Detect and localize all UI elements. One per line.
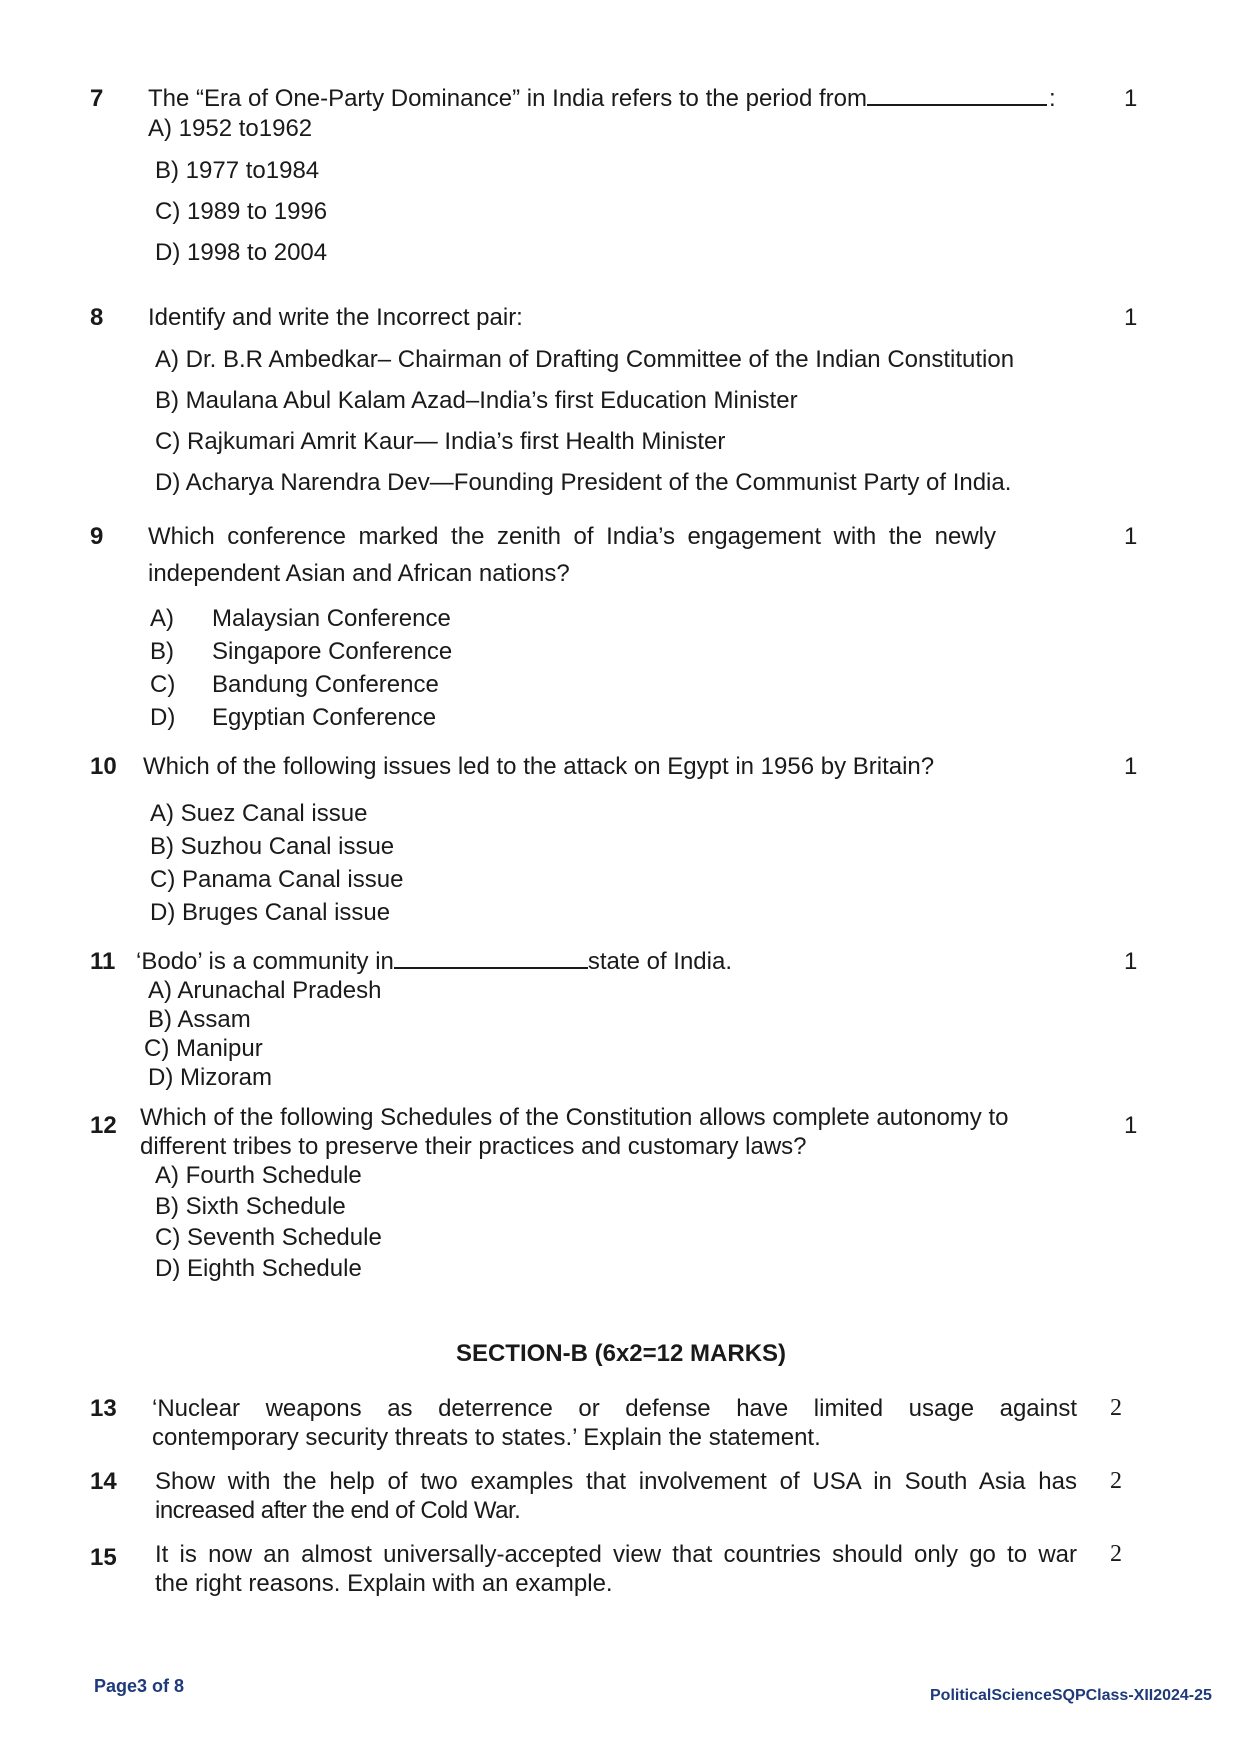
question-text: Identify and write the Incorrect pair: [148, 304, 523, 331]
option-c: C) 1989 to 1996 [155, 198, 328, 225]
option-d: D) Egyptian Conference [150, 704, 437, 731]
option-a: A) Suez Canal issue [150, 800, 368, 827]
question-number: 13 [90, 1395, 117, 1422]
question-number: 9 [90, 523, 104, 550]
question-text: Which of the following Schedules of the Constitution allows complete autonomy to different tribes to preserve their practices and customary laws? [140, 1104, 1009, 1161]
section-heading: SECTION-B (6x2=12 MARKS) [455, 1340, 787, 1367]
option-b: B) 1977 to1984 [155, 157, 320, 184]
question-marks: 1 [1124, 948, 1138, 975]
answer-blank [867, 84, 1047, 106]
answer-blank [394, 947, 588, 969]
option-c: C) Seventh Schedule [155, 1224, 382, 1251]
question-marks: 1 [1124, 523, 1138, 550]
question-number: 7 [90, 85, 104, 112]
document-id: PoliticalScienceSQPClass-XII2024-25 [930, 1687, 1212, 1704]
question-number: 14 [90, 1468, 117, 1495]
option-a: A) Dr. B.R Ambedkar– Chairman of Drafting Committee of the Indian Constitution [155, 346, 1015, 373]
option-b: B) Assam [148, 1006, 251, 1033]
question-marks: 2 [1110, 1468, 1122, 1494]
question-marks: 2 [1110, 1541, 1122, 1567]
option-c: C) Manipur [144, 1035, 263, 1062]
question-marks: 1 [1124, 85, 1138, 112]
question-number: 11 [90, 948, 116, 975]
question-marks: 1 [1124, 753, 1138, 780]
question-number: 12 [90, 1112, 117, 1139]
question-number: 15 [90, 1544, 117, 1571]
option-d: D) Bruges Canal issue [150, 899, 391, 926]
question-text: It is now an almost universally-accepted view that countries should only go to war the right reasons. Explain with an example. [155, 1541, 1077, 1598]
question-marks: 1 [1124, 304, 1138, 331]
question-text: ‘Nuclear weapons as deterrence or defense have limited usage against contemporary security threats to states.’ Explain the statement. [152, 1395, 1077, 1452]
option-d: D) Eighth Schedule [155, 1255, 362, 1282]
question-marks: 2 [1110, 1395, 1122, 1421]
option-b: B) Singapore Conference [150, 638, 453, 665]
option-a: A) 1952 to1962 [148, 115, 313, 142]
option-c: C) Bandung Conference [150, 671, 439, 698]
question-marks: 1 [1124, 1112, 1138, 1139]
question-number: 8 [90, 304, 104, 331]
option-b: B) Suzhou Canal issue [150, 833, 395, 860]
option-d: D) Acharya Narendra Dev—Founding President of the Communist Party of India. [155, 469, 1012, 496]
question-text: ‘Bodo’ is a community in state of India. [136, 948, 732, 975]
question-text: Which conference marked the zenith of India’s engagement with the newly independent Asian and African nations? [148, 523, 996, 588]
option-d: D) Mizoram [148, 1064, 272, 1091]
question-number: 10 [90, 753, 117, 780]
option-c: C) Rajkumari Amrit Kaur— India’s first Health Minister [155, 428, 726, 455]
option-a: A) Malaysian Conference [150, 605, 451, 632]
option-b: B) Sixth Schedule [155, 1193, 346, 1220]
option-d: D) 1998 to 2004 [155, 239, 328, 266]
option-b: B) Maulana Abul Kalam Azad–India’s first Education Minister [155, 387, 798, 414]
page-number: Page3 of 8 [94, 1676, 185, 1696]
option-a: A) Arunachal Pradesh [148, 977, 382, 1004]
question-text: The “Era of One-Party Dominance” in India refers to the period from : [148, 85, 1056, 112]
question-text: Which of the following issues led to the attack on Egypt in 1956 by Britain? [143, 753, 935, 780]
question-text: Show with the help of two examples that involvement of USA in South Asia has increased after the end of Cold War. [155, 1468, 1077, 1525]
option-a: A) Fourth Schedule [155, 1162, 362, 1189]
option-c: C) Panama Canal issue [150, 866, 404, 893]
